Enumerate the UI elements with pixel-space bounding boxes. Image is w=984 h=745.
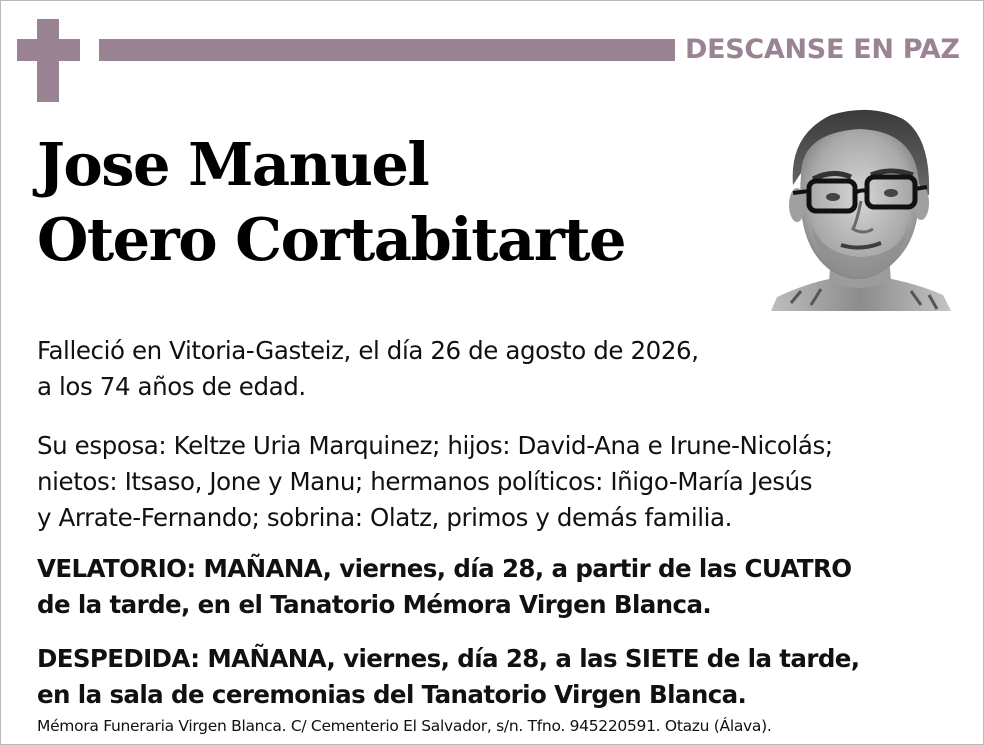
funeral-home-footer: Mémora Funeraria Virgen Blanca. C/ Cementerio El Salvador, s/n. Tfno. 945220591. Otazu (Álava). [37,717,772,735]
farewell-details [37,641,860,713]
farewell-line-2: en la sala de ceremonias del Tanatorio Virgen Blanca. [37,680,747,709]
wake-line-1: VELATORIO: MAÑANA, viernes, día 28, a partir de las CUATRO [37,554,852,583]
death-line-1: Falleció en Vitoria-Gasteiz, el día 26 de agosto de 2026, [37,336,699,365]
family-line-3: y Arrate-Fernando; sobrina: Olatz, primos y demás familia. [37,503,733,532]
wake-details [37,551,852,623]
family-list [37,428,833,536]
death-notice [37,333,699,405]
header-bar [99,39,675,61]
portrait-photo [771,105,951,311]
deceased-name-line2: Otero Cortabitarte [37,205,626,274]
family-line-1: Su esposa: Keltze Uria Marquinez; hijos: David-Ana e Irune-Nicolás; [37,431,833,460]
wake-line-2: de la tarde, en el Tanatorio Mémora Virgen Blanca. [37,590,712,619]
farewell-line-1: DESPEDIDA: MAÑANA, viernes, día 28, a las SIETE de la tarde, [37,644,860,673]
family-line-2: nietos: Itsaso, Jone y Manu; hermanos políticos: Iñigo-María Jesús [37,467,813,496]
deceased-name [37,127,625,277]
cross-icon-arm [17,39,80,61]
deceased-name-line1: Jose Manuel [37,130,429,199]
header-title: DESCANSE EN PAZ [685,34,960,65]
death-line-2: a los 74 años de edad. [37,372,306,401]
